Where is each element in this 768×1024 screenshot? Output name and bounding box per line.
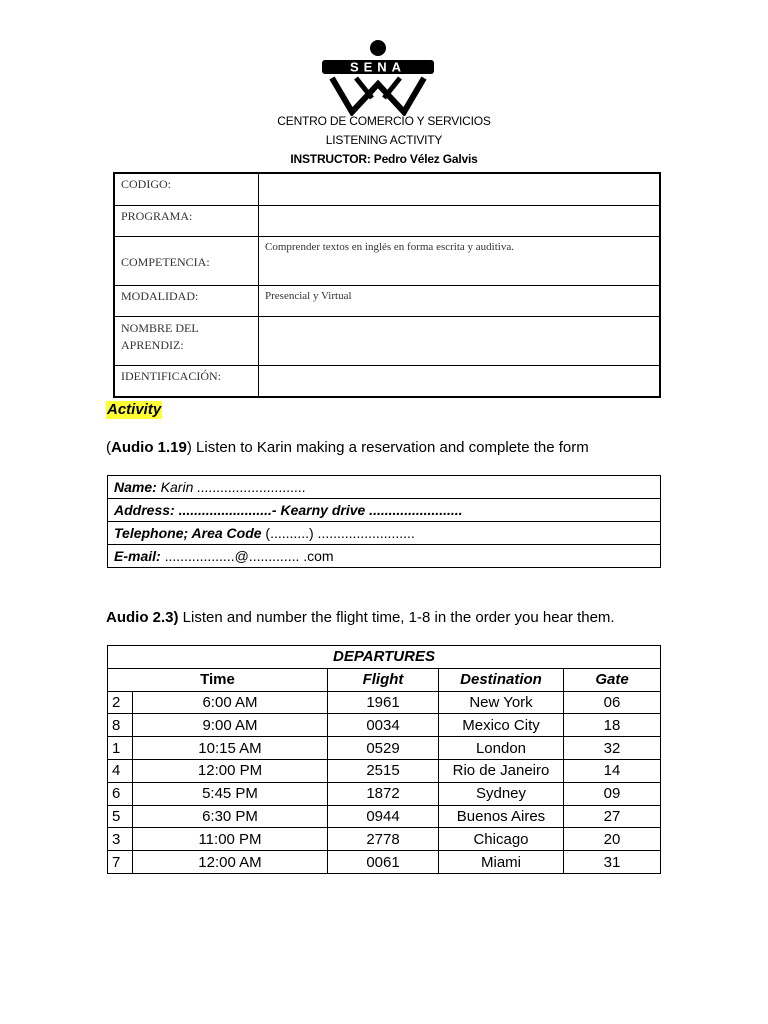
departure-row (108, 759, 661, 782)
programa-label: PROGRAMA: (114, 205, 259, 236)
departure-row (108, 851, 661, 874)
gate-cell: 27 (564, 805, 661, 828)
center-title: CENTRO DE COMERCIO Y SERVICIOS (277, 114, 491, 128)
task2-audio: Audio 2.3) (106, 609, 179, 626)
departures-caption: DEPARTURES (108, 646, 661, 669)
flight-cell: 0944 (328, 805, 439, 828)
departure-row (108, 737, 661, 760)
competencia-value: Comprender textos en inglés en forma escrita y auditiva. (259, 236, 661, 285)
instructor-line: INSTRUCTOR: Pedro Vélez Galvis (290, 152, 478, 166)
codigo-value[interactable] (259, 173, 661, 205)
col-time-header: Time (108, 668, 328, 691)
task2-text: Listen and number the flight time, 1-8 in the order you hear them. (178, 609, 615, 626)
codigo-label: CODIGO: (114, 173, 259, 205)
departure-row (108, 828, 661, 851)
col-destination-header: Destination (439, 668, 564, 691)
destination-cell: Chicago (439, 828, 564, 851)
programa-value[interactable] (259, 205, 661, 236)
order-number[interactable]: 5 (108, 805, 133, 828)
time-cell: 11:00 PM (133, 828, 328, 851)
time-cell: 12:00 AM (133, 851, 328, 874)
form-phone-row[interactable] (108, 522, 661, 545)
destination-cell: London (439, 737, 564, 760)
destination-cell: New York (439, 691, 564, 714)
task1-text: Listen to Karin making a reservation and complete the form (191, 439, 589, 456)
order-number[interactable]: 7 (108, 851, 133, 874)
gate-cell: 32 (564, 737, 661, 760)
time-cell: 5:45 PM (133, 782, 328, 805)
destination-cell: Buenos Aires (439, 805, 564, 828)
form-address-row[interactable] (108, 499, 661, 522)
form-name-value: Karin ............................ (156, 479, 307, 495)
form-email-value: ..................@............. .com (160, 548, 334, 564)
form-name-row[interactable] (108, 476, 661, 499)
flight-cell: 2515 (328, 759, 439, 782)
nombre-label: NOMBRE DEL APRENDIZ: (114, 316, 259, 365)
order-number[interactable]: 2 (108, 691, 133, 714)
reservation-form (107, 475, 661, 568)
destination-cell: Sydney (439, 782, 564, 805)
flight-cell: 0034 (328, 714, 439, 737)
activity-label: Activity (107, 401, 162, 418)
sena-logo (318, 36, 438, 116)
task1-instruction: (Audio 1.19) Listen to Karin making a reservation and complete the form (106, 439, 589, 456)
order-number[interactable]: 6 (108, 782, 133, 805)
departure-row (108, 714, 661, 737)
identificacion-value[interactable] (259, 365, 661, 397)
col-flight-header: Flight (328, 668, 439, 691)
gate-cell: 20 (564, 828, 661, 851)
time-cell: 10:15 AM (133, 737, 328, 760)
form-phone-value: (..........) ......................... (261, 525, 415, 541)
modalidad-value: Presencial y Virtual (259, 285, 661, 316)
task2-instruction (106, 609, 615, 626)
student-info-table (113, 172, 661, 398)
time-cell: 12:00 PM (133, 759, 328, 782)
gate-cell: 06 (564, 691, 661, 714)
logo-text: SENA (349, 59, 407, 75)
departure-row (108, 805, 661, 828)
order-number[interactable]: 4 (108, 759, 133, 782)
gate-cell: 14 (564, 759, 661, 782)
nombre-value[interactable] (259, 316, 661, 365)
flight-cell: 0061 (328, 851, 439, 874)
flight-cell: 0529 (328, 737, 439, 760)
destination-cell: Mexico City (439, 714, 564, 737)
departure-row (108, 691, 661, 714)
order-number[interactable]: 3 (108, 828, 133, 851)
task1-audio: Audio 1.19 (111, 439, 187, 456)
destination-cell: Rio de Janeiro (439, 759, 564, 782)
competencia-label: COMPETENCIA: (114, 236, 259, 285)
form-email-label: E-mail: (114, 548, 161, 564)
flight-cell: 1872 (328, 782, 439, 805)
flight-cell: 2778 (328, 828, 439, 851)
order-number[interactable]: 8 (108, 714, 133, 737)
form-name-label: Name: (114, 479, 157, 495)
destination-cell: Miami (439, 851, 564, 874)
gate-cell: 09 (564, 782, 661, 805)
order-number[interactable]: 1 (108, 737, 133, 760)
time-cell: 6:30 PM (133, 805, 328, 828)
gate-cell: 31 (564, 851, 661, 874)
col-gate-header: Gate (564, 668, 661, 691)
form-address: Address: ........................- Kearny drive ........................ (114, 502, 463, 518)
time-cell: 6:00 AM (133, 691, 328, 714)
gate-cell: 18 (564, 714, 661, 737)
form-email-row[interactable] (108, 545, 661, 568)
departure-row (108, 782, 661, 805)
identificacion-label: IDENTIFICACIÓN: (114, 365, 259, 397)
time-cell: 9:00 AM (133, 714, 328, 737)
modalidad-label: MODALIDAD: (114, 285, 259, 316)
form-phone-label: Telephone; Area Code (114, 525, 262, 541)
flight-cell: 1961 (328, 691, 439, 714)
departures-table (107, 645, 661, 874)
activity-title: LISTENING ACTIVITY (325, 133, 443, 147)
